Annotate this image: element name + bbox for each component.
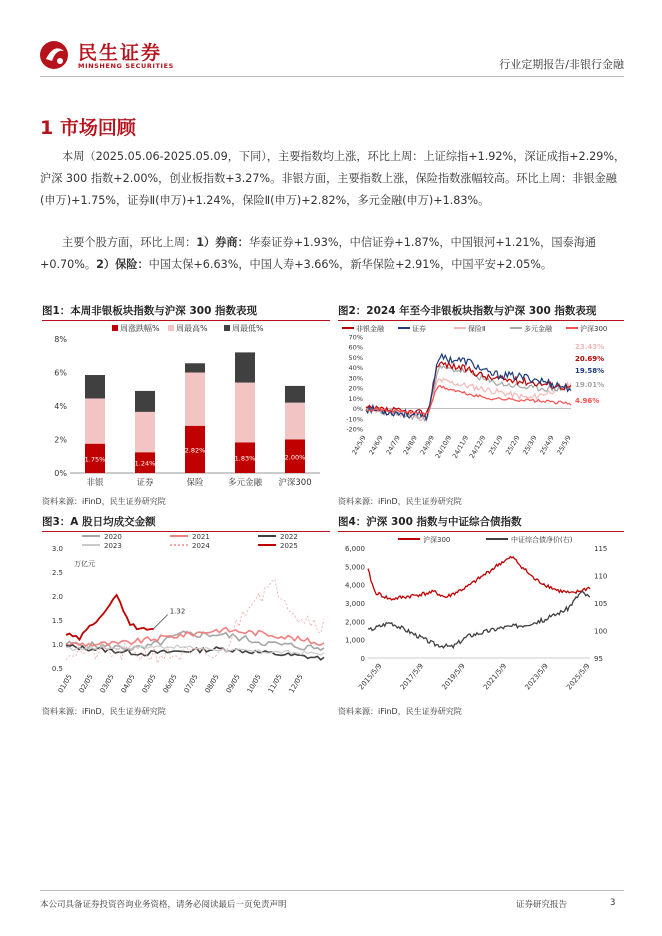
y-tick-label: 60% [348,343,363,352]
data-label: 2.00% [284,453,306,462]
data-label: 1.83% [234,454,256,463]
y-tick-label: 1.0 [51,641,63,649]
y-right-tick-label: 100 [594,627,608,636]
y-right-tick-label: 105 [594,600,608,608]
y-left-tick-label: 2,000 [344,618,365,627]
bar-沪深300-2 [285,386,305,403]
legend-label-2024: 2024 [192,542,210,550]
y-tick-label: 0% [352,405,363,414]
para-text: 中国太保+6.63%，中国人寿+3.66%，新华保险+2.91%，中国平安+2.05%。 [148,258,553,271]
y-tick-label: 2.0 [51,593,63,601]
x-tick-label: 24/7/9 [384,434,402,457]
x-tick-label: 非银 [86,478,104,488]
x-tick-label: 25/3/9 [521,434,539,457]
y-tick-label: 30% [348,374,363,383]
report-type: 行业定期报告/非银行金融 [499,58,624,71]
x-tick-label: 07/05 [182,673,200,695]
bar-证券-1 [135,412,155,452]
y-tick-label: 40% [348,364,363,373]
end-value-label: 19.01% [575,381,605,389]
fig1-title: 图1：本周非银板块指数与沪深 300 指数表现 [42,305,258,317]
x-tick-label: 2019/5/9 [440,662,467,692]
bar-非银-1 [85,398,105,443]
x-tick-label: 多元金融 [227,478,263,488]
legend-swatch-2 [224,325,230,331]
para-text: 华泰证券+1.93%，中信证券+1.87%，中国银河+1.21%，国泰海通+0.70%。 [40,236,597,271]
bar-保险-2 [185,363,205,372]
x-tick-label: 01/05 [56,673,74,695]
x-tick-label: 12/05 [287,673,305,695]
y-tick-label: 4% [54,402,67,411]
legend-label-2025: 2025 [280,542,298,550]
footer-disclaimer: 本公司具备证券投资咨询业务资格，请务必阅读最后一页免责声明 [40,900,287,910]
x-tick-label: 24/11/9 [450,434,471,460]
section-title: 1 市场回顾 [40,117,136,139]
legend-label-2023: 2023 [104,542,122,550]
x-tick-label: 25/2/9 [504,434,522,457]
legend-label-2022: 2022 [280,533,298,541]
annotation-leader [154,615,168,629]
x-tick-label: 2017/5/9 [398,662,426,692]
x-tick-label: 25/1/9 [487,434,505,457]
brand-name-en: MINSHENG SECURITIES [78,62,174,70]
y-tick-label: -20% [346,425,363,434]
bar-多元金融-2 [235,352,255,382]
y-tick-label: 20% [348,384,363,393]
series-line-hs300 [368,557,590,601]
footer-report-label: 证券研究报告 [516,900,568,910]
fig3-chart [42,532,330,702]
y-left-tick-label: 6,000 [344,545,365,553]
y-tick-label: 70% [348,333,363,342]
logo-icon [38,39,74,71]
series-line-bond [368,592,590,648]
fig2-source: 资料来源：iFinD，民生证券研究院 [338,497,462,506]
y-tick-label: 0.5 [51,665,63,673]
end-value-label: 19.58% [575,367,605,375]
y-tick-label: 3.0 [51,545,63,553]
legend-label-1: 周最高% [176,324,208,333]
fig1-source: 资料来源：iFinD，民生证券研究院 [42,497,166,506]
x-tick-label: 25/5/9 [555,434,573,457]
x-tick-label: 06/05 [161,673,179,695]
fig4-title: 图4：沪深 300 指数与中证综合债指数 [338,516,522,528]
fig4-source: 资料来源：iFinD，民生证券研究院 [338,707,462,716]
fig3-source: 资料来源：iFinD，民生证券研究院 [42,707,166,716]
y-tick-label: 0% [54,469,67,478]
x-tick-label: 04/05 [119,673,137,695]
brand-name: 民生证券 [78,42,163,64]
fig2-title: 图2：2024 年至今非银板块指数与沪深 300 指数表现 [338,305,597,317]
legend-label-2: 保险Ⅱ [468,325,486,333]
x-tick-label: 保险 [186,478,204,488]
legend-swatch-0 [112,325,118,331]
y-tick-label: 8% [54,335,67,344]
x-tick-label: 2025/5/9 [565,662,592,692]
fig1-chart [42,321,330,491]
y-left-tick-label: 1,000 [344,636,365,645]
annotation-label: 1.32 [169,607,186,616]
x-tick-label: 24/12/9 [467,434,488,460]
x-tick-label: 2023/5/9 [523,662,550,692]
x-tick-label: 24/8/9 [401,434,419,457]
legend-label-0: 非银金融 [356,325,384,333]
end-value-label: 20.69% [575,355,605,363]
x-tick-label: 03/05 [98,673,116,695]
y-left-tick-label: 3,000 [344,600,365,608]
fig2-chart [338,321,624,491]
legend-label-1: 证券 [412,325,426,333]
x-tick-label: 2021/5/9 [481,662,509,692]
y-right-tick-label: 115 [594,545,608,553]
y-left-tick-label: 0 [360,655,365,663]
fig4-chart [338,532,624,702]
data-label: 1.24% [134,459,156,468]
paragraph-stocks [40,232,626,276]
para-text: 主要个股方面，环比上周： [62,236,197,249]
data-label: 2.82% [184,446,206,455]
y-tick-label: 50% [348,353,363,362]
data-label: 1.75% [84,455,106,464]
x-tick-label: 02/05 [77,673,95,695]
paragraph-market: 本周（2025.05.06-2025.05.09，下同），主要指数均上涨，环比上周：上证综指+1.92%，深证成指+2.29%，沪深 300 指数+2.00%，创业板指数+3.27%。非银方面，主要指数上涨，保险指数涨幅较高。环比上周：非银金融(申万)+1.75%，证券Ⅱ(申万)+1.24%，保险Ⅱ(申万)+2.82%，多元金融(申万)+1.83%。 [40,150,626,207]
fig3-title: 图3：A 股日均成交金额 [42,516,156,528]
legend-label-2: 周最低% [232,324,264,333]
bar-沪深300-1 [285,403,305,440]
series-line-2025 [66,595,154,640]
legend-label-2020: 2020 [104,533,122,541]
x-tick-label: 24/10/9 [433,434,454,460]
y-left-tick-label: 5,000 [344,563,365,572]
x-tick-label: 24/6/9 [367,434,385,457]
end-value-label: 23.43% [575,343,605,351]
y-tick-label: 6% [54,368,67,378]
bar-多元金融-1 [235,383,255,443]
legend-label-2021: 2021 [192,533,210,541]
legend-label-0: 周涨跌幅% [120,324,160,333]
y-tick-label: 10% [348,394,363,403]
end-value-label: 4.96% [575,397,600,405]
x-tick-label: 沪深300 [278,478,312,488]
para-bold-insurance: 2）保险： [96,258,149,271]
footer-divider [40,890,624,891]
x-tick-label: 25/4/9 [538,434,556,457]
bar-证券-2 [135,391,155,412]
legend-swatch-1 [168,325,174,331]
y-tick-label: -10% [346,415,363,424]
x-tick-label: 2015/5/9 [357,662,384,692]
y-tick-label: 2% [54,435,67,445]
header-divider [40,76,624,77]
page-number: 3 [610,898,616,908]
y-right-tick-label: 95 [594,655,603,663]
x-tick-label: 08/05 [203,673,221,695]
x-tick-label: 09/05 [224,673,242,695]
x-tick-label: 11/05 [266,673,284,695]
x-tick-label: 证券 [136,478,154,488]
legend-label-3: 多元金融 [524,325,552,333]
y-tick-label: 1.5 [51,617,63,625]
para-bold-brokers: 1）券商： [196,236,249,249]
legend-label-0: 沪深300 [423,536,451,544]
unit-label: 万亿元 [74,560,95,568]
y-left-tick-label: 4,000 [344,581,365,590]
legend-label-1: 中证综合债净价(右) [511,536,573,544]
bar-非银-2 [85,375,105,398]
x-tick-label: 24/5/9 [350,434,368,457]
y-tick-label: 2.5 [51,569,63,577]
x-tick-label: 10/05 [245,673,263,695]
y-right-tick-label: 110 [594,572,608,581]
bar-保险-1 [185,373,205,426]
legend-label-4: 沪深300 [580,325,608,333]
x-tick-label: 24/9/9 [418,434,437,457]
x-tick-label: 05/05 [140,673,158,695]
